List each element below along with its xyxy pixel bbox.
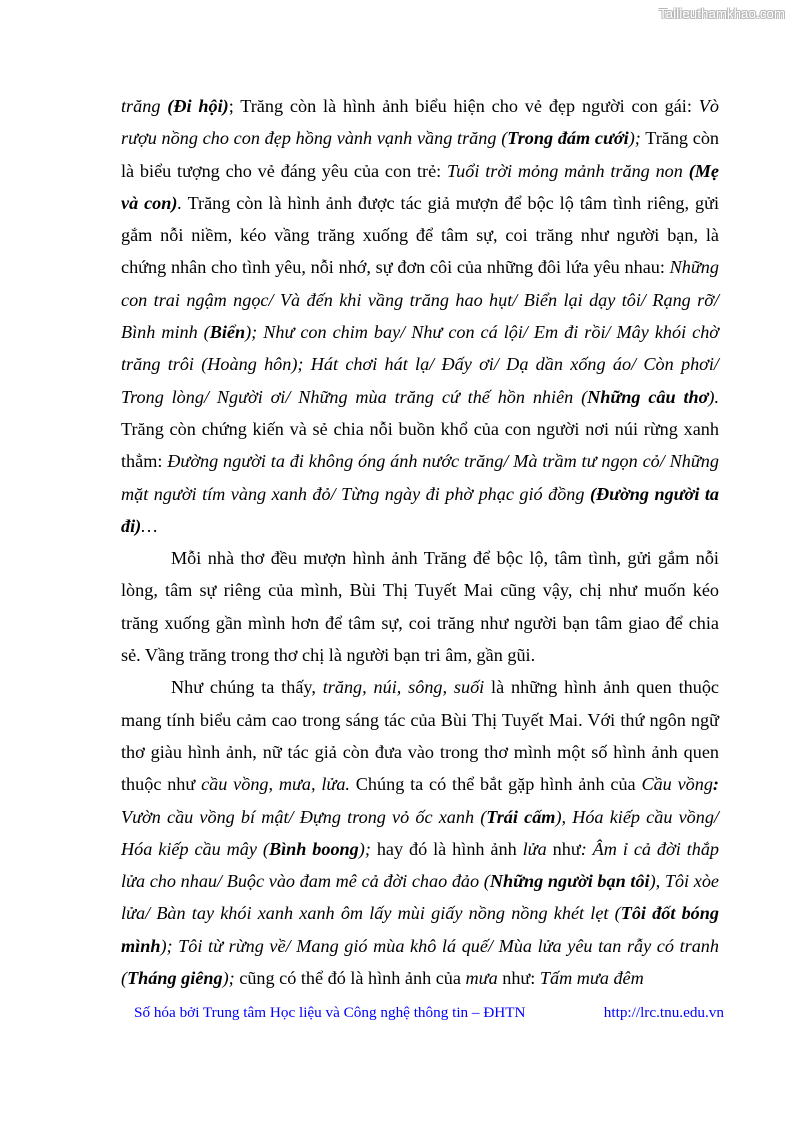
italic-text: ); (358, 838, 371, 859)
page-footer (134, 1004, 724, 1022)
italic-text: ), Tôi xòe lửa/ Bàn tay khói xanh xanh ôm lấy mùi giấy nồng nồng khét lẹt ( (121, 871, 720, 924)
emphasis (167, 96, 228, 116)
emphasis (486, 807, 555, 827)
text-run: cũng có thể đó là hình ảnh của (234, 968, 466, 989)
text-run: Trăng còn là biểu tượng cho vẻ đáng yêu của con trẻ: (121, 128, 720, 181)
text-run: hay đó là hình ảnh (370, 838, 523, 859)
paragraph (121, 90, 719, 542)
emphasis (587, 387, 708, 407)
italic-text: ); (222, 968, 235, 989)
bold-italic-text: Tôi đốt bóng mình (121, 903, 719, 956)
italic-text: Cầu vồng (641, 774, 713, 795)
italic-text: Vườn cầu vồng bí mật/ Đựng trong vỏ ốc xanh ( (121, 806, 487, 827)
italic-text: ). (708, 386, 719, 407)
emphasis (210, 322, 245, 342)
italic-text: Vò rượu nồng cho con đẹp hồng vành vạnh vầng trăng ( (121, 96, 719, 149)
italic-text: Tấm mưa đêm (539, 968, 644, 989)
bold-italic-text: (Đường người ta đi) (121, 483, 719, 536)
italic-text: . (177, 192, 182, 213)
footer-url[interactable]: http://lrc.tnu.edu.vn (603, 1004, 724, 1021)
italic-text: … (141, 515, 158, 536)
italic-text: ); Như con chim bay/ Như con cá lội/ Em đi rồi/ Mây khói chờ trăng trôi (Hoàng hôn); Hát chơi hát lạ/ Đấy ơi/ Dạ dần xống áo/ Còn phơi/ Trong lòng/ Người ơi/ Những mùa trăng cứ thế hồn nhiên ( (121, 322, 719, 407)
text-run: Trăng còn là hình ảnh được tác giả mượn để bộc lộ tâm tình riêng, gửi gắm nỗi niềm, kéo vầng trăng xuống để tâm sự, coi trăng như người bạn, là chứng nhân cho tình yêu, nỗi nhớ, sự đơn côi của những đôi lứa yêu nhau: (121, 192, 719, 278)
italic-text: ), Hóa kiếp cầu vồng/ Hóa kiếp cầu mây ( (121, 806, 719, 859)
bold-italic-text: Những câu thơ (587, 386, 709, 407)
italic-text: : Âm ỉ cả đời thắp lửa cho nhau/ Buộc vào đam mê cả đời chao đảo ( (121, 838, 720, 892)
text-run: Mỗi nhà thơ đều mượn hình ảnh Trăng để bộc lộ, tâm tình, gửi gắm nỗi lòng, tâm sự riêng của mình, Bùi Thị Tuyết Mai cũng vậy, chị như muốn kéo trăng xuống gần mình hơn để tâm sự, coi trăng như người bạn tâm giao để chia sẻ. Vầng trăng trong thơ chị là người bạn tri âm, gần gũi. (121, 548, 719, 666)
italic-text: trăng (121, 96, 168, 116)
text-run: ; Trăng còn là hình ảnh biểu hiện cho vẻ đẹp người con gái: (228, 96, 699, 116)
bold-italic-text: Trong đám cưới (507, 128, 629, 149)
emphasis (507, 128, 628, 148)
italic-text: ); Tôi từ rừng về/ Mang gió mùa khô lá quế/ Mùa lửa yêu tan rẫy có tranh ( (121, 935, 719, 989)
text-run: Trăng còn chứng kiến và sẻ chia nỗi buồn khổ của con người nơi núi rừng xanh thẳm: (121, 418, 719, 472)
emphasis (269, 839, 359, 859)
bold-italic-text: Trái cấm (486, 806, 556, 827)
bold-italic-text: Biển (209, 322, 246, 343)
italic-text: Đường người ta đi không óng ánh nước trăng/ Mà trầm tư ngọn cỏ/ Những mặt người tím vàng xanh đỏ/ Từng ngày đi phờ phạc gió đồng (121, 451, 719, 504)
text-run: Chúng ta có thể bắt gặp hình ảnh của (349, 774, 642, 795)
text-run: là những hình ảnh quen thuộc mang tính biểu cảm cao trong sáng tác của Bùi Thị Tuyết Mai. Với thứ ngôn ngữ thơ giàu hình ảnh, nữ tác giả còn đưa vào trong thơ mình một số hình ảnh quen thuộc như (121, 677, 719, 795)
text-run: Như chúng ta thấy, (171, 677, 323, 698)
bold-italic-text: (Mẹ và con) (121, 160, 719, 213)
text-run: như: (497, 968, 540, 989)
italic-text: mưa (465, 968, 498, 989)
paragraph (121, 542, 719, 671)
document-body (121, 90, 719, 994)
italic-text: Tuổi trời mỏng mảnh trăng non (447, 160, 689, 181)
emphasis (490, 871, 650, 891)
emphasis (713, 774, 719, 794)
watermark: Tailieuthamkhao.com (659, 6, 785, 21)
bold-italic-text: : (712, 774, 719, 795)
bold-italic-text: Những người bạn tôi (489, 871, 650, 892)
italic-text: cầu vồng, mưa, lửa. (201, 774, 350, 795)
bold-italic-text: Tháng giêng (127, 968, 223, 989)
italic-text: trăng, núi, sông, suối (322, 677, 485, 698)
paragraph (121, 671, 719, 994)
bold-italic-text: (Đi hội) (167, 96, 229, 116)
italic-text: lửa (522, 838, 547, 859)
text-run: như (546, 838, 581, 859)
emphasis (127, 968, 223, 988)
footer-digitized-by: Số hóa bởi Trung tâm Học liệu và Công nghệ thông tin – ĐHTN (134, 1004, 526, 1021)
italic-text: ); (628, 128, 641, 149)
bold-italic-text: Bình boong (268, 838, 359, 859)
italic-text: Những con trai ngậm ngọc/ Và đến khi vầng trăng hao hụt/ Biển lại dạy tôi/ Rạng rỡ/ Bình minh ( (121, 257, 719, 343)
